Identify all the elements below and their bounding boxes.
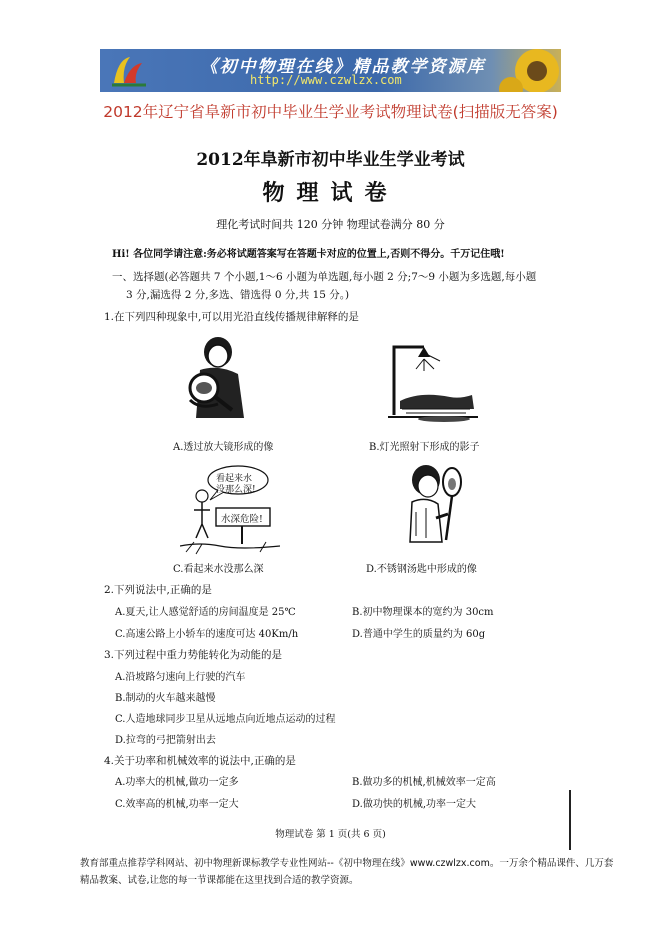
question-4-option-b: B.做功多的机械,机械效率一定高 (352, 777, 496, 788)
site-logo-icon (108, 53, 150, 89)
question-4-option-c: C.效率高的机械,功率一定大 (115, 799, 239, 810)
section-line-2: 3 分,漏选得 2 分,多选、错选得 0 分,共 15 分。) (126, 289, 350, 301)
bubble-text (216, 474, 256, 496)
page-number: 物理试卷 第 1 页(共 6 页) (275, 829, 386, 840)
question-3-option-d: D.拉弯的弓把箭射出去 (115, 735, 216, 746)
section-instructions (112, 268, 582, 304)
question-4-stem: 4.关于功率和机械效率的说法中,正确的是 (104, 755, 296, 767)
question-1-option-d: D.不锈钢汤匙中形成的像 (366, 564, 477, 575)
paper-title: 物理试卷 (262, 180, 399, 206)
question-4-option-d: D.做功快的机械,功率一定大 (352, 799, 477, 810)
bubble-line-2: 没那么深! (216, 485, 256, 495)
question-3-stem: 3.下列过程中重力势能转化为动能的是 (104, 649, 283, 661)
question-1-option-c: C.看起来水没那么深 (173, 564, 264, 575)
question-3-option-a: A.沿坡路匀速向上行驶的汽车 (115, 672, 246, 683)
question-1-option-a: A.透过放大镜形成的像 (173, 442, 274, 453)
site-banner[interactable] (100, 49, 561, 92)
figure-magnifier-image (170, 330, 265, 430)
question-1-option-b: B.灯光照射下形成的影子 (369, 442, 480, 453)
exam-notice: Hi! 各位同学请注意:务必将试题答案写在答题卡对应的位置上,否则不得分。千万记住哦! (112, 249, 505, 260)
bubble-line-1: 看起来水 (216, 474, 253, 484)
banner-title: 《初中物理在线》精品教学资源库 (200, 57, 486, 77)
section-line-1: 一、选择题(必答题共 7 个小题,1～6 小题为单选题,每小题 2 分;7～9 小题为多选题,每小题 (112, 271, 537, 283)
question-2-option-d: D.普通中学生的质量约为 60g (352, 629, 486, 640)
footer-note: 教育部重点推荐学科网站、初中物理新课标教学专业性网站--《初中物理在线》www.czwlzx.com。一万余个精品课件、几万套精品教案、试卷,让您的每一节课都能在这里找到合适的教学资源。 (80, 858, 614, 886)
question-4-option-a: A.功率大的机械,做功一定多 (115, 777, 239, 788)
exam-title: 2012年阜新市初中毕业生学业考试 (196, 150, 465, 170)
question-2-option-a: A.夏天,让人感觉舒适的房间温度是 25℃ (115, 607, 296, 618)
question-3-option-b: B.制动的火车越来越慢 (115, 693, 216, 704)
question-2-option-c: C.高速公路上小轿车的速度可达 40Km/h (115, 629, 299, 640)
danger-sign-text: 水深危险! (221, 514, 263, 525)
figure-spoon-image (402, 458, 472, 558)
scan-mark (569, 790, 571, 850)
figure-lamp-shadow-image (380, 335, 480, 425)
question-2-stem: 2.下列说法中,正确的是 (104, 584, 212, 596)
page-title: 2012年辽宁省阜新市初中毕业生学业考试物理试卷(扫描版无答案) (103, 103, 558, 121)
question-2-option-b: B.初中物理课本的宽约为 30cm (352, 607, 494, 618)
sunflower-icon (497, 49, 561, 92)
exam-info: 理化考试时间共 120 分钟 物理试卷满分 80 分 (216, 218, 445, 231)
banner-url-link[interactable]: http://www.czwlzx.com (250, 73, 402, 87)
question-3-option-c: C.人造地球同步卫星从远地点向近地点运动的过程 (115, 714, 336, 725)
question-1-stem: 1.在下列四种现象中,可以用光沿直线传播规律解释的是 (104, 311, 359, 323)
